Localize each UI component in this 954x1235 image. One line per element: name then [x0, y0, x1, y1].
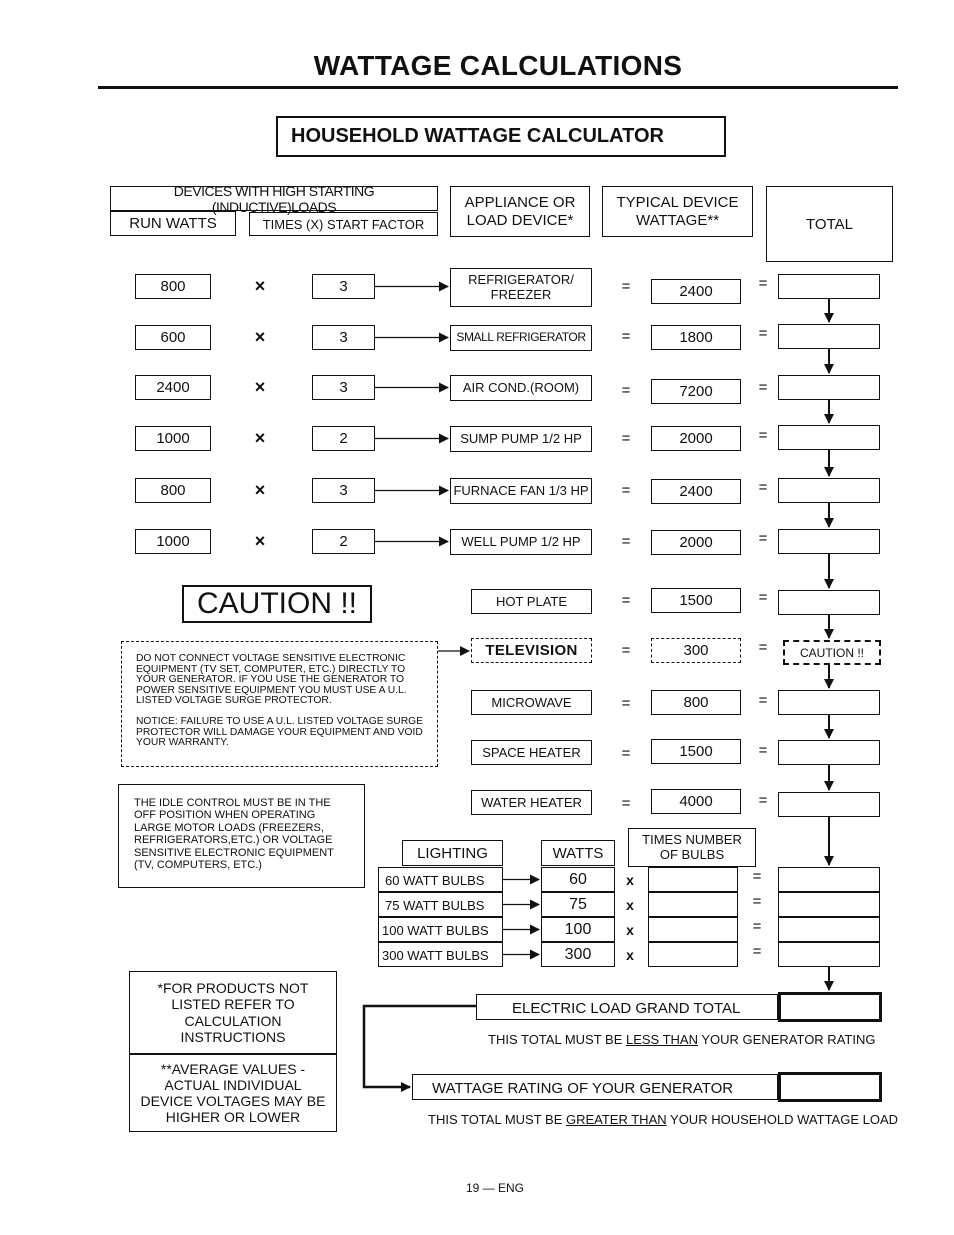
total-header: TOTAL — [766, 186, 893, 262]
equals-symbol: = — [758, 741, 768, 759]
appliance-device-label: SUMP PUMP 1/2 HP — [450, 426, 592, 452]
equals-symbol: = — [758, 529, 768, 547]
equals-symbol: = — [621, 744, 631, 762]
equals-symbol: = — [621, 532, 631, 550]
run-watts-value: 800 — [135, 274, 211, 299]
times-symbol: × — [254, 377, 266, 397]
bulb-watts-value: 300 — [541, 942, 615, 967]
typical-wattage-value: 2400 — [651, 479, 741, 504]
lighting-bulb-label: 60 WATT BULBS — [378, 867, 503, 892]
equals-symbol: = — [621, 327, 631, 345]
run-watts-value: 800 — [135, 478, 211, 503]
not-listed-note: *FOR PRODUCTS NOT LISTED REFER TO CALCULATION INSTRUCTIONS — [157, 980, 309, 1045]
start-factor-value: 3 — [312, 325, 375, 350]
appliance-device-label: WELL PUMP 1/2 HP — [450, 529, 592, 555]
typical-wattage-value: 2400 — [651, 279, 741, 304]
equals-symbol: = — [758, 478, 768, 496]
bulb-watts-value: 100 — [541, 917, 615, 942]
start-factor-value: 3 — [312, 274, 375, 299]
rating-note-key: GREATER THAN — [565, 1112, 667, 1127]
run-watts-header: RUN WATTS — [110, 211, 236, 236]
equals-symbol: = — [621, 794, 631, 812]
times-symbol: x — [626, 946, 634, 963]
caution-title: CAUTION !! — [182, 585, 372, 623]
equals-symbol: = — [621, 381, 631, 399]
rating-note-pre: THIS TOTAL MUST BE — [428, 1112, 566, 1127]
times-symbol: × — [254, 428, 266, 448]
total-caution-field[interactable]: CAUTION !! — [783, 640, 881, 665]
lighting-bulb-label: 100 WATT BULBS — [378, 917, 503, 942]
times-symbol: x — [626, 921, 634, 938]
equals-symbol: = — [752, 892, 762, 910]
appliance-device-label: MICROWAVE — [471, 690, 592, 715]
appliance-device-label: TELEVISION — [471, 638, 592, 663]
caution-warning-1: DO NOT CONNECT VOLTAGE SENSITIVE ELECTRONIC EQUIPMENT (TV SET, COMPUTER, ETC.) DIRECTLY TO YOUR GENERATOR. IF YOU USE THE GENERATOR TO POWER SENSITIVE EQUIPMENT YOU MUST USE A U.L. LISTED VOLTAGE SURGE PROTECTOR. — [136, 653, 407, 707]
generator-rating-label: WATTAGE RATING OF YOUR GENERATOR — [412, 1074, 778, 1100]
typical-wattage-value: 2000 — [651, 426, 741, 451]
times-symbol: x — [626, 871, 634, 888]
grand-total-note-key: LESS THAN — [625, 1032, 698, 1047]
bulb-watts-value: 60 — [541, 867, 615, 892]
equals-symbol: = — [621, 429, 631, 447]
bulb-watts-value: 75 — [541, 892, 615, 917]
average-values-note: **AVERAGE VALUES - ACTUAL INDIVIDUAL DEVICE VOLTAGES MAY BE HIGHER OR LOWER — [140, 1060, 326, 1126]
grand-total-note-pre: THIS TOTAL MUST BE — [488, 1032, 626, 1047]
times-symbol: × — [254, 531, 266, 551]
start-factor-value: 2 — [312, 529, 375, 554]
page-title: WATTAGE CALCULATIONS — [313, 50, 683, 81]
inductive-header-label: DEVICES WITH HIGH STARTING (INDUCTIVE)LOADS — [173, 182, 375, 215]
typical-wattage-value: 1800 — [651, 325, 741, 350]
typical-wattage-value: 300 — [651, 638, 741, 663]
lighting-bulb-label: 75 WATT BULBS — [378, 892, 503, 917]
calculator-subtitle: HOUSEHOLD WATTAGE CALCULATOR — [276, 116, 726, 157]
equals-symbol: = — [621, 641, 631, 659]
equals-symbol: = — [621, 694, 631, 712]
appliance-device-label: REFRIGERATOR/ FREEZER — [450, 268, 592, 307]
appliance-device-label: SPACE HEATER — [471, 740, 592, 765]
lighting-header: LIGHTING — [402, 840, 503, 866]
equals-symbol: = — [621, 277, 631, 295]
equals-symbol: = — [758, 791, 768, 809]
typical-wattage-value: 2000 — [651, 530, 741, 555]
typical-wattage-header: TYPICAL DEVICE WATTAGE** — [602, 186, 753, 237]
equals-symbol: = — [621, 481, 631, 499]
appliance-device-label: WATER HEATER — [471, 790, 592, 815]
times-symbol: x — [626, 896, 634, 913]
page-number: 19 — ENG — [465, 1181, 525, 1195]
lighting-bulb-label: 300 WATT BULBS — [378, 942, 503, 967]
appliance-header: APPLIANCE OR LOAD DEVICE* — [450, 186, 590, 237]
start-factor-value: 3 — [312, 478, 375, 503]
grand-total-loop-arrow — [364, 1006, 476, 1087]
appliance-device-label: SMALL REFRIGERATOR — [450, 325, 592, 351]
caution-warning-2: NOTICE: FAILURE TO USE A U.L. LISTED VOLTAGE SURGE PROTECTOR WILL DAMAGE YOUR EQUIPMENT AND VOID YOUR WARRANTY. — [136, 715, 424, 749]
equals-symbol: = — [758, 324, 768, 342]
typical-wattage-value: 1500 — [651, 588, 741, 613]
equals-symbol: = — [752, 942, 762, 960]
run-watts-value: 2400 — [135, 375, 211, 400]
run-watts-value: 1000 — [135, 529, 211, 554]
idle-control-note: THE IDLE CONTROL MUST BE IN THE OFF POSITION WHEN OPERATING LARGE MOTOR LOADS (FREEZERS, REFRIGERATORS,ETC.) OR VOLTAGE SENSITIVE ELECTRONIC EQUIPMENT (TV, COMPUTERS, ETC.) — [118, 784, 365, 888]
typical-wattage-value: 7200 — [651, 379, 741, 404]
equals-symbol: = — [758, 274, 768, 292]
appliance-device-label: AIR COND.(ROOM) — [450, 375, 592, 401]
appliance-device-label: HOT PLATE — [471, 589, 592, 614]
typical-wattage-value: 4000 — [651, 789, 741, 814]
equals-symbol: = — [758, 691, 768, 709]
run-watts-value: 600 — [135, 325, 211, 350]
equals-symbol: = — [621, 591, 631, 609]
equals-symbol: = — [758, 378, 768, 396]
rating-note-post: YOUR HOUSEHOLD WATTAGE LOAD — [666, 1112, 899, 1127]
times-symbol: × — [254, 327, 266, 347]
grand-total-label: ELECTRIC LOAD GRAND TOTAL — [476, 994, 778, 1020]
appliance-device-label: FURNACE FAN 1/3 HP — [450, 478, 592, 504]
start-factor-value: 2 — [312, 426, 375, 451]
times-bulbs-header: TIMES NUMBER OF BULBS — [628, 828, 756, 867]
watts-header: WATTS — [541, 840, 615, 866]
times-symbol: × — [254, 276, 266, 296]
equals-symbol: = — [758, 588, 768, 606]
equals-symbol: = — [752, 867, 762, 885]
run-watts-value: 1000 — [135, 426, 211, 451]
typical-wattage-value: 800 — [651, 690, 741, 715]
start-factor-value: 3 — [312, 375, 375, 400]
typical-wattage-value: 1500 — [651, 739, 741, 764]
grand-total-note-post: YOUR GENERATOR RATING — [698, 1032, 876, 1047]
equals-symbol: = — [752, 917, 762, 935]
start-factor-header: TIMES (X) START FACTOR — [249, 212, 438, 236]
equals-symbol: = — [758, 638, 768, 656]
times-symbol: × — [254, 480, 266, 500]
equals-symbol: = — [758, 426, 768, 444]
